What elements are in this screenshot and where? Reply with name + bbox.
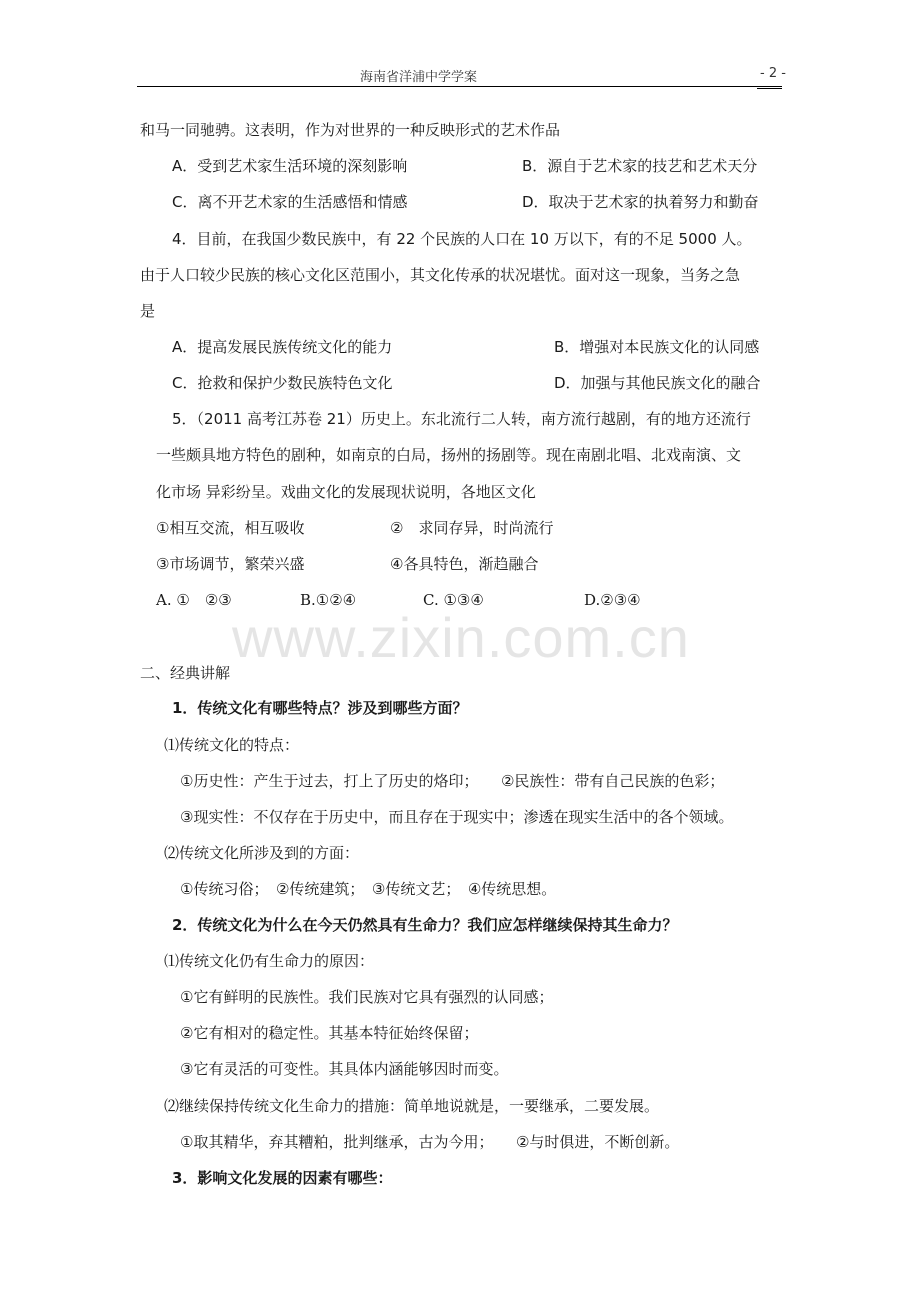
topic-1-sub2-line: ①传统习俗； ②传统建筑； ③传统文艺； ④传统思想。: [180, 880, 557, 898]
topic-3-title: 3．影响文化发展的因素有哪些：: [172, 1169, 393, 1187]
section-heading: 二、经典讲解: [140, 664, 231, 682]
topic-1-sub1-line-2: ③现实性：不仅存在于历史中，而且存在于现实中；渗透在现实生活中的各个领域。: [180, 808, 734, 826]
q5-option-d: D.②③④: [584, 591, 641, 609]
q3-option-d: D．取决于艺术家的执着努力和勤奋: [522, 193, 759, 211]
q4-option-b: B．增强对本民族文化的认同感: [554, 338, 760, 356]
q5-line-1: 5．（2011 高考江苏卷 21）历史上。东北流行二人转，南方流行越剧，有的地方还流行: [172, 410, 751, 428]
header-title: 海南省洋浦中学学案: [360, 70, 478, 85]
q3-option-c: C．离不开艺术家的生活感悟和情感: [172, 193, 408, 211]
topic-1-title: 1．传统文化有哪些特点？涉及到哪些方面？: [172, 699, 468, 717]
page-number: - 2 -: [760, 66, 786, 81]
q5-item-2: ② 求同存异，时尚流行: [390, 519, 554, 537]
topic-1-sub2: ⑵传统文化所涉及到的方面：: [164, 844, 360, 862]
header-rule-tail: [757, 88, 782, 89]
header-rule: [137, 86, 782, 87]
topic-1-sub1: ⑴传统文化的特点：: [164, 736, 300, 754]
q3-option-a: A．受到艺术家生活环境的深刻影响: [172, 157, 408, 175]
topic-2-sub1-line-1: ①它有鲜明的民族性。我们民族对它具有强烈的认同感；: [180, 988, 554, 1006]
topic-2-sub2: ⑵继续保持传统文化生命力的措施：简单地说就是，一要继承，二要发展。: [164, 1097, 660, 1115]
topic-2-sub1-line-3: ③它有灵活的可变性。其具体内涵能够因时而变。: [180, 1060, 509, 1078]
q4-line-1: 4．目前，在我国少数民族中，有 22 个民族的人口在 10 万以下，有的不足 5000 人。: [172, 230, 752, 248]
q5-item-1: ①相互交流，相互吸收: [156, 519, 305, 537]
q5-option-a: A. ① ②③: [156, 591, 232, 609]
q5-line-3: 化市场 异彩纷呈。戏曲文化的发展现状说明，各地区文化: [156, 483, 536, 501]
q4-line-3: 是: [140, 302, 156, 320]
q3-option-b: B．源自于艺术家的技艺和艺术天分: [522, 157, 758, 175]
q5-item-3: ③市场调节，繁荣兴盛: [156, 555, 305, 573]
q4-line-2: 由于人口较少民族的核心文化区范围小，其文化传承的状况堪忧。面对这一现象，当务之急: [140, 266, 741, 284]
topic-2-title: 2．传统文化为什么在今天仍然具有生命力？我们应怎样继续保持其生命力？: [172, 916, 678, 934]
topic-2-sub1: ⑴传统文化仍有生命力的原因：: [164, 952, 375, 970]
q4-option-c: C．抢救和保护少数民族特色文化: [172, 374, 393, 392]
q4-option-a: A．提高发展民族传统文化的能力: [172, 338, 393, 356]
topic-1-sub1-line-1: ①历史性：产生于过去，打上了历史的烙印； ②民族性：带有自己民族的色彩；: [180, 772, 725, 790]
topic-2-sub2-line: ①取其精华，弃其糟粕，批判继承，古为今用； ②与时俱进，不断创新。: [180, 1133, 680, 1151]
q5-option-b: B.①②④: [300, 591, 357, 609]
watermark: www.zixin.com.cn: [232, 606, 690, 669]
q4-option-d: D．加强与其他民族文化的融合: [554, 374, 761, 392]
q5-item-4: ④各具特色，渐趋融合: [390, 555, 539, 573]
q5-line-2: 一些颇具地方特色的剧种，如南京的白局，扬州的扬剧等。现在南剧北唱、北戏南演、文: [156, 446, 742, 464]
topic-2-sub1-line-2: ②它有相对的稳定性。其基本特征始终保留；: [180, 1024, 479, 1042]
q3-tail-text: 和马一同驰骋。这表明，作为对世界的一种反映形式的艺术作品: [140, 121, 561, 139]
q5-option-c: C. ①③④: [423, 591, 484, 609]
